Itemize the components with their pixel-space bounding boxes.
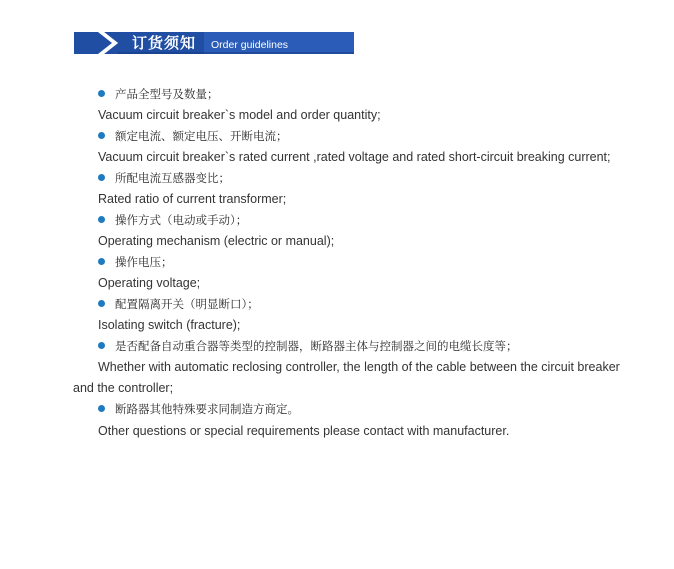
item-zh-text: 额定电流、额定电压、开断电流； [115, 129, 288, 143]
item-zh-text: 是否配备自动重合器等类型的控制器，断路器主体与控制器之间的电缆长度等； [115, 339, 518, 353]
item-zh-text: 配置隔离开关（明显断口）； [115, 297, 259, 311]
list-item-zh [98, 86, 219, 102]
list-item-en: Isolating switch (fracture); [98, 318, 241, 332]
bullet-icon [98, 405, 105, 412]
list-item-zh [98, 338, 518, 354]
list-item-zh [98, 254, 173, 270]
bullet-icon [98, 90, 105, 97]
list-item-en: Operating mechanism (electric or manual); [98, 234, 335, 248]
bullet-icon [98, 300, 105, 307]
bullet-icon [98, 342, 105, 349]
list-item-en-line1: Whether with automatic reclosing controller, the length of the cable between the circuit breaker [98, 360, 620, 374]
bullet-icon [98, 132, 105, 139]
bullet-icon [98, 174, 105, 181]
list-item-en: Other questions or special requirements please contact with manufacturer. [98, 424, 510, 438]
list-item-zh [98, 212, 247, 228]
bullet-icon [98, 216, 105, 223]
item-zh-text: 产品全型号及数量； [115, 87, 219, 101]
item-zh-text: 操作电压； [115, 255, 173, 269]
bullet-icon [98, 258, 105, 265]
list-item-zh [98, 296, 259, 312]
list-item-en: Operating voltage; [98, 276, 201, 290]
header-title-en: Order guidelines [211, 39, 289, 51]
section-header [74, 32, 354, 54]
list-item-en-line2: and the controller; [73, 381, 174, 395]
list-item-en: Rated ratio of current transformer; [98, 192, 287, 206]
item-zh-text: 操作方式（电动或手动）； [115, 213, 248, 227]
list-item-zh [98, 170, 230, 186]
list-item-zh [98, 401, 299, 417]
list-item-zh [98, 128, 288, 144]
list-item-en: Vacuum circuit breaker`s rated current ,rated voltage and rated short-circuit breaking current; [98, 150, 611, 164]
item-zh-text: 断路器其他特殊要求同制造方商定。 [115, 402, 299, 416]
item-zh-text: 所配电流互感器变比； [115, 171, 230, 185]
list-item-en: Vacuum circuit breaker`s model and order quantity; [98, 108, 381, 122]
header-title-zh: 订货须知 [132, 34, 197, 52]
